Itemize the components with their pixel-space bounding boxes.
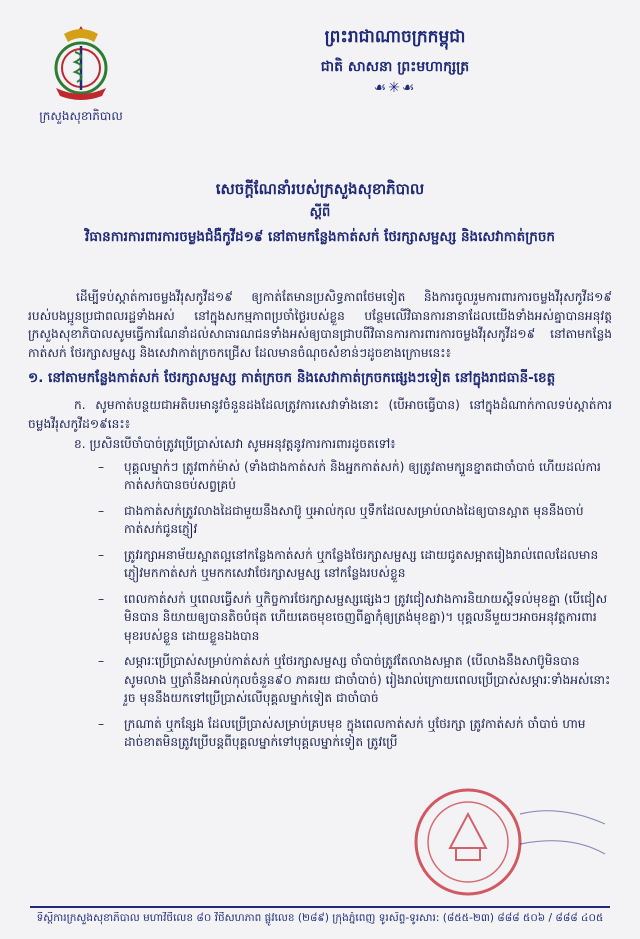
list-item: – បុគ្គលម្នាក់ៗ ត្រូវពាក់ម៉ាស់ (ទាំងជាងកាត់សក់ និងអ្នកកាត់សក់) ឲ្យត្រូវតាមក្បួនខ្នាតជាចាំបាច់ ហើយដល់ការកាត់សក់បានចប់សព្វគ្រប់	[98, 458, 612, 495]
list-item: – ពេលកាត់សក់ ឬពេលធ្វើសក់ ឬកិច្ចការថែរក្សាសម្ផស្សផ្សេងៗ ត្រូវជៀសវាងការនិយាយស្ដីទល់មុខគ្នា (បើជៀសមិនបាន និយាយឲ្យបានតិចបំផុត ហើយគេចមុខចេញពីគ្នាកុំឲ្យត្រង់មុខគ្នា)។ បុគ្គលនីមួយៗអាចអនុវត្តការពារមុខរបស់ខ្លួន ដោយខ្លួនឯងបាន	[98, 590, 612, 646]
guideline-list	[28, 458, 612, 752]
item-b: ខ. ប្រសិនបើចាំបាច់ត្រូវប្រើប្រាស់សេវា សូមអនុវត្តនូវការការពារដូចតទៅ៖	[74, 437, 396, 451]
official-stamp-icon	[410, 784, 610, 902]
national-motto: ជាតិ សាសនា ព្រះមហាក្សត្រ	[320, 59, 470, 75]
footer-address: ទីស្តីការក្រសួងសុខាភិបាល មហាវិថីលេខ ៨០ វិថីសហភាព ផ្លូវលេខ (២៨៩) ក្រុងភ្នំពេញ ទូរស័ព្ទ-ទូរសារ: (៨៥៥-២៣) ៨៨៨ ៥០៦ / ៨៨៨ ៤០៥	[36, 912, 604, 924]
title-line-1: សេចក្ដីណែនាំរបស់ក្រសួងសុខាភិបាល	[215, 180, 425, 198]
list-item: – ក្រណាត់ ឬកន្សែង ដែលប្រើប្រាស់សម្រាប់គ្របមុខ ក្នុងពេលកាត់សក់ ឬថែរក្សា ត្រូវកាត់សក់ ចាំបាច់ ហាមដាច់ខាតមិនត្រូវប្រើបន្តពីបុគ្គលម្នាក់ទៅបុគ្គលម្នាក់ទៀត ត្រូវប្រើ	[98, 715, 612, 752]
list-item: – សម្ភារៈប្រើប្រាស់សម្រាប់កាត់សក់ ឬថែរក្សាសម្ផស្ស ចាំបាច់ត្រូវតែលាងសម្អាត (បើលាងនឹងសាប៊ូមិនបាន សូមលាង ឬត្រាំនឹងអាល់កុលចំនួន៩០ ភាគរយ ជាចាំបាច់) រៀងរាល់ក្រោយពេលប្រើប្រាស់សម្ភារៈទាំងអស់នោះរួច មុននឹងយកទៅប្រើប្រាស់លើបុគ្គលម្នាក់ទៀត ជាចាំបាច់	[98, 652, 612, 708]
ministry-name: ក្រសួងសុខាភិបាល	[39, 109, 123, 123]
item-a: ក. សូមកាត់បន្ថយជាអតិបរមានូវចំនួនដងដែលត្រូវការសេវាទាំងនោះ (បើអាចធ្វើបាន) នៅក្នុងដំណាក់កាលទប់ស្កាត់ការចម្លងវីរុសកូវីដ១៩នេះ៖	[28, 398, 612, 431]
title-line-3: វិធានការការពារការចម្លងជំងឺកូវីដ១៩ នៅតាមកន្លែងកាត់សក់ ថែរក្សាសម្ផស្ស និងសេវាកាត់ក្រចក	[85, 229, 555, 245]
title-line-2: ស្ដីពី	[309, 205, 331, 220]
document-body	[28, 288, 612, 759]
ministry-logo	[26, 22, 136, 126]
list-item: – ត្រូវរក្សាអនាម័យស្អាតល្អនៅកន្លែងកាត់សក់ ឬកន្លែងថែរក្សាសម្ផស្ស ដោយជូតសម្អាតរៀងរាល់ពេលដែលមានភ្ញៀវមកកាត់សក់ ឬមកកសេវាថែរក្សាសម្ផស្ស នៅកន្លែងរបស់ខ្លួន	[98, 546, 612, 583]
kingdom-header	[230, 26, 560, 96]
ornament-divider: ☙✳☙	[373, 80, 417, 96]
document-title	[20, 180, 620, 247]
kingdom-title: ព្រះរាជាណាចក្រកម្ពុជា	[324, 27, 466, 47]
section-1-heading: ១. នៅតាមកន្លែងកាត់សក់ ថែរក្សាសម្ផស្ស កាត់ក្រចក និងសេវាកាត់ក្រចកផ្សេងៗទៀត នៅក្នុងរាជធានី-ខេត្ត	[28, 370, 556, 386]
intro-paragraph: ដើម្បីទប់ស្កាត់ការចម្លងវីរុសកូវីដ១៩ ឲ្យកាត់តែមានប្រសិទ្ធភាពថែមទៀត និងការចូលរួមការពារការចម្លងវីរុសកូវីដ១៩ របស់បងប្អូនប្រជាពលរដ្ឋទាំងអស់ នៅក្នុងសកម្មភាពប្រចាំថ្ងៃរបស់ខ្លួន បន្ថែមលើវិធានការនានាដែលយើងទាំងអស់គ្នាបានអនុវត្ត ក្រសួងសុខាភិបាលសូមធ្វើការណែនាំដល់សាធារណជនទាំងអស់ឲ្យបានជ្រាបពីវិធានការការពារការចម្លងវីរុសកូវីដ១៩ នៅតាមកន្លែងកាត់សក់ ថែរក្សាសម្ផស្ស និងសេវាកាត់ក្រចកជ្រើស ដែលមានចំណុចសំខាន់ៗដូចខាងក្រោមនេះ៖	[28, 290, 612, 360]
ministry-emblem-icon	[42, 22, 120, 104]
list-item: – ជាងកាត់សក់ត្រូវលាងដៃជាមួយនឹងសាប៊ូ ឬអាល់កុល ឬទឹកដែលសម្រាប់លាងដៃឲ្យបានស្អាត មុននឹងចាប់កាត់សក់ជូនភ្ញៀវ	[98, 502, 612, 539]
footer-divider	[30, 906, 610, 908]
